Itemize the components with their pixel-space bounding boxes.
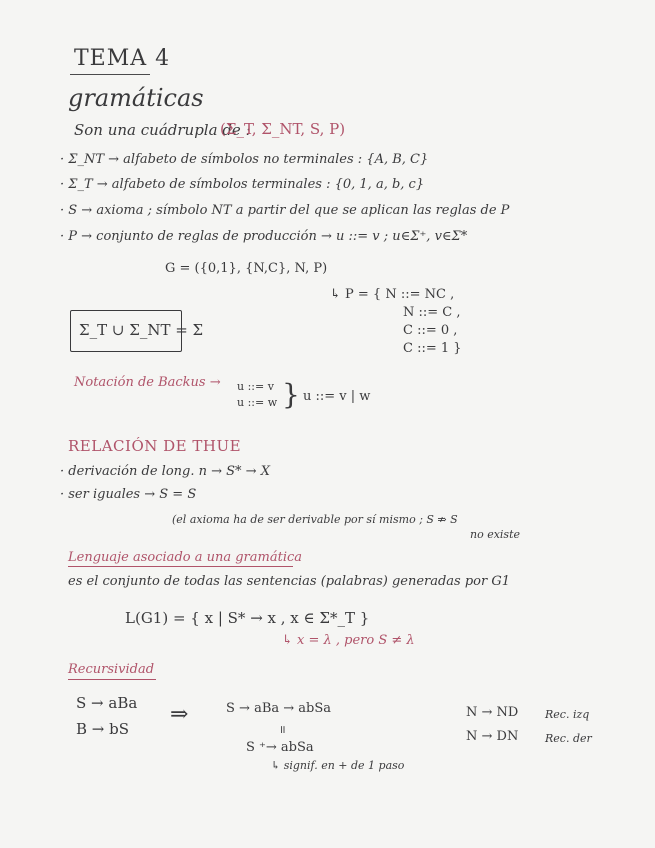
right-recursion-label: Rec. der [545,732,592,745]
implies-arrow: ⇒ [170,702,189,727]
language-definition: es el conjunto de todas las sentencias (palabras) generadas por G1 [68,574,511,589]
thue-derivation: · derivación de long. n → S* → X [60,464,270,479]
title-underline [70,74,150,75]
production-2: N ::= C , [403,305,461,320]
recursion-derivation-note: ↳ signif. en + de 1 paso [271,759,405,772]
production-1: ↳ P = { N ::= NC , [330,287,455,302]
alphabet-union-box [70,310,204,352]
language-heading-underline [68,566,293,567]
language-formula: L(G1) = { x | S* → x , x ∈ Σ*_T } [125,609,370,627]
recursion-rule-1: S → aBa [76,694,138,712]
left-recursion-rule: N → ND [466,705,519,720]
recursion-derivation-2: S ⁺→ abSa [246,740,314,755]
bullet-axiom: · S → axioma ; símbolo NT a partir del que se aplican las reglas de P [60,203,510,218]
recursion-rule-2: B → bS [76,720,130,738]
production-3: C ::= 0 , [403,323,458,338]
recursion-heading: Recursividad [68,662,155,677]
bullet-nonterminals: · Σ_NT → alfabeto de símbolos no terminales : {A, B, C} [60,152,429,167]
recursion-derivation-1: S → aBa → abSa [226,701,332,716]
bullet-productions: · P → conjunto de reglas de producción → u ::= v ; u∈Σ⁺, v∈Σ* [60,229,468,244]
left-recursion-label: Rec. izq [545,708,590,721]
backus-brace: } [282,378,300,411]
alphabet-union-formula: Σ_T ∪ Σ_NT = Σ [79,321,204,339]
thue-note: (el axioma ha de ser derivable por sí mismo ; S ⇏ S [172,513,458,526]
thue-equality: · ser iguales → S = S [60,487,197,502]
page-title: TEMA 4 [74,46,171,71]
recursion-equals-mark: ॥ [279,723,286,736]
backus-result: u ::= v | w [303,389,371,404]
thue-note-sub: no existe [470,528,521,541]
page-subtitle: gramáticas [68,84,204,112]
thue-heading: RELACIÓN DE THUE [68,437,242,455]
intro-label: Son una cuádrupla de : [74,121,251,139]
intro-tuple: (Σ_T, Σ_NT, S, P) [220,120,346,138]
bullet-terminals: · Σ_T → alfabeto de símbolos terminales : {0, 1, a, b, c} [60,177,425,192]
production-4: C ::= 1 } [403,341,462,356]
backus-line-2: u ::= w [237,396,278,409]
language-formula-note: ↳ x = λ , pero S ≠ λ [282,633,415,648]
language-heading: Lenguaje asociado a una gramática [68,550,303,565]
recursion-heading-underline [68,679,156,680]
backus-label: Notación de Backus → [74,375,221,390]
backus-line-1: u ::= v [237,380,274,393]
example-grammar: G = ({0,1}, {N,C}, N, P) [165,261,328,276]
right-recursion-rule: N → DN [466,729,519,744]
